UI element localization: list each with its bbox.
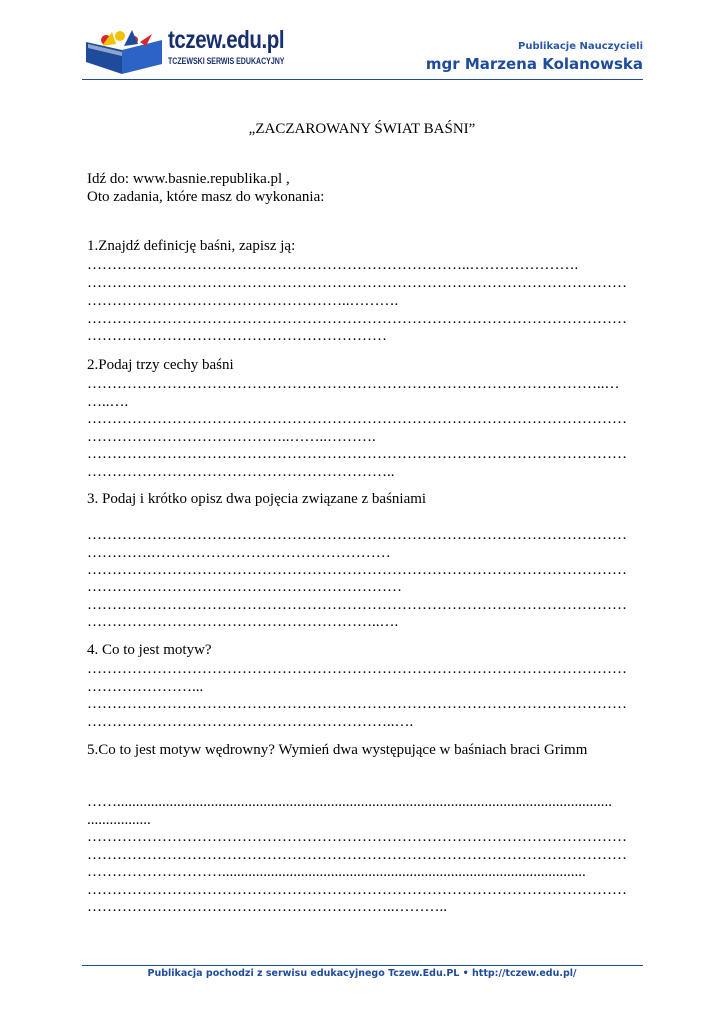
answer-line: ………………………………………………………………………………………………	[87, 847, 627, 863]
answer-line: ………………………………………………………………………………………………	[87, 275, 627, 291]
answer-line: ……………………………………………………..….	[87, 714, 414, 730]
header-divider	[82, 79, 643, 80]
author-name: mgr Marzena Kolanowska	[425, 55, 643, 73]
document-title: „ZACZAROWANY ŚWIAT BAŚNI”	[248, 121, 476, 137]
answer-line: ………………………………………………………	[87, 579, 402, 595]
answer-line: ……………………………………………..……….	[87, 293, 399, 309]
answer-line: ………………………………………………………………………………………………	[87, 562, 627, 578]
task-3-question: 3. Podaj i krótko opisz dwa pojęcia związane z baśniami	[87, 491, 427, 507]
answer-line: ………………………………………………………………………………………………	[87, 661, 627, 677]
page-footer: Publikacja pochodzi z serwisu edukacyjnego Tczew.Edu.PL • http://tczew.edu.pl/	[147, 968, 577, 979]
answer-line: ……………………………………………………..	[87, 464, 395, 480]
publication-label: Publikacje Nauczycieli	[518, 41, 643, 52]
answer-line: ………….…………………………………………	[87, 545, 391, 561]
task-1-question: 1.Znajdź definicję baśni, zapisz ją:	[87, 238, 296, 254]
answer-line: …………………………………..……..……….	[87, 429, 376, 445]
answer-line: ……………………….................................................................................................	[87, 864, 586, 880]
answer-line: ………………………………………………………………………………………………	[87, 446, 627, 462]
intro-line-1: Idź do: www.basnie.republika.pl ,	[87, 171, 290, 187]
site-logo[interactable]	[82, 26, 285, 76]
answer-line: …………………………………………………………………..………………….	[87, 257, 579, 273]
page-header	[82, 28, 643, 78]
logo-subtitle: TCZEWSKI SERWIS EDUKACYJNY	[168, 56, 285, 66]
answer-line: ………………………………………………………………………………………………	[87, 696, 627, 712]
answer-line: ………………………………………………………………………………………………	[87, 597, 627, 613]
answer-line: ……………………………………………………..………..	[87, 899, 447, 915]
answer-line: ………………………………………………………………………………………………	[87, 527, 627, 543]
task-5-question: 5.Co to jest motyw wędrowny? Wymień dwa występujące w baśniach braci Grimm	[87, 742, 588, 758]
answer-line: …………………...	[87, 679, 204, 695]
answer-line: .................	[87, 812, 151, 828]
answer-line: ………………………………………………………………………………………………	[87, 882, 627, 898]
answer-line: …..….	[87, 394, 129, 410]
answer-line: ……....................................................................................................................................	[87, 794, 612, 810]
answer-line: ………………………………………………………………………………………………	[87, 311, 627, 327]
logo-book-icon	[82, 28, 168, 76]
answer-line: …………………………………………………………………………………………..…	[87, 376, 620, 392]
answer-line: ………………………………………………………………………………………………	[87, 829, 627, 845]
task-2-question: 2.Podaj trzy cechy baśni	[87, 357, 234, 373]
intro-line-2: Oto zadania, które masz do wykonania:	[87, 189, 325, 205]
footer-divider	[82, 965, 643, 966]
logo-title: tczew.edu.pl	[168, 26, 285, 54]
answer-line: ………………………………………………………………………………………………	[87, 411, 627, 427]
answer-line: …………………………………………………..….	[87, 614, 399, 630]
task-4-question: 4. Co to jest motyw?	[87, 642, 212, 658]
answer-line: ……………………………………………………	[87, 328, 387, 344]
